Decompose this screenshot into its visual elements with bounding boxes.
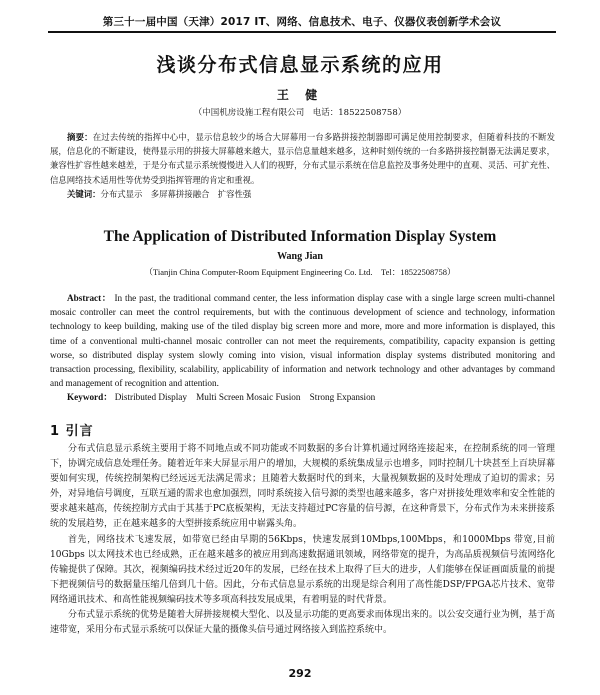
chinese-affiliation: （中国机房设施工程有限公司 电话：18522508758） [193, 108, 407, 118]
section-heading-introduction: 1 引言 [50, 424, 94, 439]
english-author: Wang Jian [277, 251, 323, 262]
running-header: 第三十一届中国（天津）2017 IT、网络、信息技术、电子、仪器仪表创新学术会议 [102, 16, 502, 28]
english-abstract-block [50, 291, 555, 405]
chinese-abstract [50, 130, 555, 187]
header-rule [48, 31, 556, 33]
body-paragraph: 首先，网络技术飞速发展，如带宽已经由早期的56Kbps，快速发展到10Mbps,100Mbps，和1000Mbps 带宽,目前10Gbps 以太网技术也已经成熟，正在越来越多的被应用到高速数据通讯领域，网络带宽的提升，为高品质视频信号流网络化传输提供了保障。其次，视频编码技术经过近20年的发展，已经在技术上取得了巨大的进步，人们能够在保证画面质量的前提下把视频信号的数据量压缩几倍到几十倍。因此，分布式信息显示系统的出现是综合利用了高性能DSP/FPGA芯片技术、宽带网络通讯技术、和高性能视频编码技术等多项高科技发展成果，有着明显的时代背景。 [50, 534, 555, 605]
english-keywords-label: Keyword： [67, 392, 113, 403]
english-affiliation: （Tianjin China Computer-Room Equipment Engineering Co. Ltd. Tel：18522508758） [144, 267, 456, 277]
chinese-author: 王 健 [276, 88, 324, 102]
english-abstract-label: Abstract： [67, 293, 112, 303]
english-keywords-text: Distributed Display Multi Screen Mosaic Fusion Strong Expansion [114, 392, 376, 403]
body-paragraph: 分布式信息显示系统主要用于将不同地点或不同功能或不同数据的多台计算机通过网络连接起来，在控制系统的同一管理下，协调完成信息处理任务。随着近年来大屏显示用户的增加，大规模的系统集成显示也增多，同时控制几十块甚至上百块屏幕要如何实现，传统控制架构已经远远无法满足需求；且随着大数据时代的到来，大量视频数据的及时处理成了迫切的需求；另外，对异地信号调度，互联互通的需求也愈加强烈，同时系统接入信号源的类型也越来越多，客户对拼接处理效率和安全性能的要求越来越高，传统控制方式由于其基于PC底板架构，无法支持超过PC容量的信号源，在这种背景下，分布式作为未来拼接系统的发展趋势，正在越来越多的大型拼接系统应用中崭露头角。 [50, 444, 555, 530]
section-body [50, 442, 555, 638]
chinese-keywords [50, 187, 555, 201]
chinese-abstract-label: 摘要： [67, 132, 93, 142]
english-keywords [50, 390, 555, 404]
chinese-abstract-text: 在过去传统的指挥中心中，显示信息较少的场合大屏幕用一台多路拼接控制器即可满足使用控制要求，但随着科技的不断发展，信息化的不断建设，使得显示用的拼接大屏幕越来越大，显示信息量越来越多，这种时刻传统的一台多路拼接控制器无法满足要求，兼容性扩容性越来越差，于是分布式显示系统慢慢进入人们的视野，分布式显示系统在信息监控及事务处理中的直观、灵活、可扩充性、信息网络技术适用性等优势受到指挥管理的肯定和重视。 [50, 132, 556, 185]
english-abstract-text: In the past, the traditional command center, the less information display case with a single large screen multi-channel mosaic controller can meet the control requirements, but with the continuous development of science and technology, information technology to keep building, making use of the tiled display big screen more and more, more and more information is displayed, this time of a conventional multi-channel mosaic controller can not meet the requirements, compatibility, capacity expansion is getting worse, so distributed display system slowly coming into vision, visual information display systems distributed monitoring and transaction processing, flexibility, scalability, applicability of information and network technology and other advantages by command and management of recognition and attention. [50, 293, 556, 389]
chinese-keywords-text: 分布式显示 多屏幕拼接融合 扩容性强 [100, 188, 252, 199]
page-number: 292 [288, 667, 312, 680]
chinese-keywords-label: 关键词： [67, 188, 101, 199]
english-title: The Application of Distributed Information Display System [103, 228, 497, 245]
english-abstract [50, 291, 555, 390]
chinese-title: 浅谈分布式信息显示系统的应用 [156, 54, 444, 76]
body-paragraph: 分布式显示系统的优势是随着大屏拼接规模大型化、以及显示功能的更高要求而体现出来的。以公安交通行业为例，基于高速带宽，采用分布式显示系统可以保证大量的摄像头信号通过网络接入到监控系统中。 [50, 610, 555, 636]
chinese-abstract-block [50, 130, 555, 201]
